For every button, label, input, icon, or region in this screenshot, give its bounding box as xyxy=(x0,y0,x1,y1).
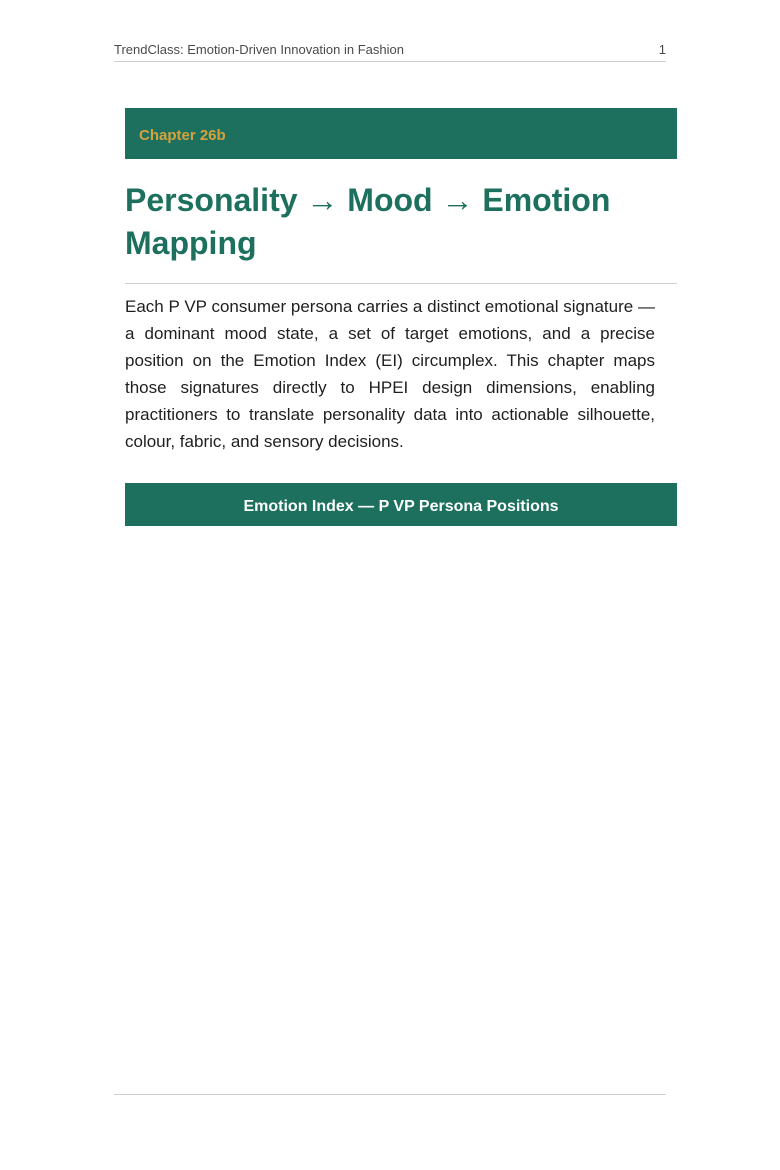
title-divider xyxy=(125,283,677,284)
page-number: 1 xyxy=(658,42,666,57)
running-header xyxy=(114,41,666,62)
footer-divider xyxy=(114,1094,666,1095)
chapter-banner xyxy=(125,108,677,159)
document-title: TrendClass: Emotion-Driven Innovation in Fashion xyxy=(114,42,404,57)
chapter-title: Personality → Mood → Emotion Mapping xyxy=(125,182,611,261)
figure-title: Emotion Index — P VP Persona Positions xyxy=(243,498,559,515)
chapter-label: Chapter 26b xyxy=(139,127,226,144)
intro-paragraph: Each P VP consumer persona carries a distinct emotional signature — a dominant mood state, a set of target emotions, and a precise position on the Emotion Index (EI) circumplex. This chapter maps those signatures directly to HPEI design dimensions, enabling practitioners to translate personality data into actionable silhouette, colour, fabric, and sensory decisions. xyxy=(125,297,655,451)
figure-banner xyxy=(125,483,677,526)
